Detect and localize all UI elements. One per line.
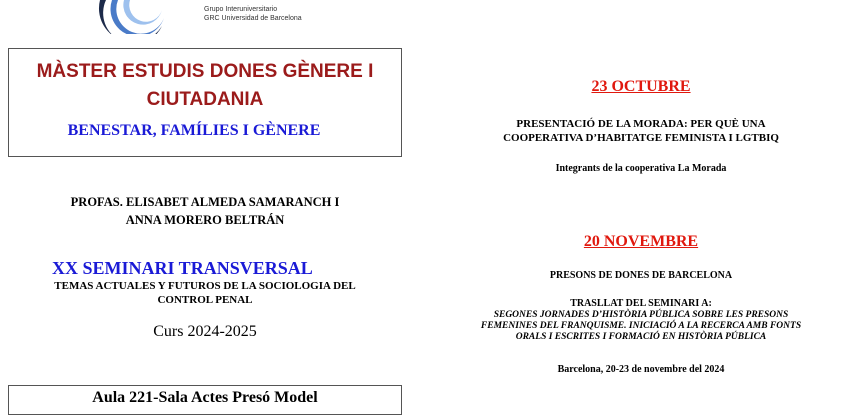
- session-transfer: TRASLLAT DEL SEMINARI A:: [570, 298, 712, 309]
- session-title-1: [440, 117, 842, 145]
- professors-line-1: PROFAS. ELISABET ALMEDA SAMARANCH I: [70, 195, 340, 209]
- master-subtitle: BENESTAR, FAMÍLIES I GÈNERE: [67, 122, 321, 139]
- master-title: [8, 58, 402, 114]
- logo-text: [204, 5, 302, 23]
- session-speaker-1: Integrants de la cooperativa La Morada: [555, 163, 727, 174]
- course-year: Curs 2024-2025: [153, 323, 257, 340]
- professors: [8, 193, 402, 229]
- seminar-title: XX SEMINARI TRANSVERSAL: [52, 258, 313, 278]
- location-text: Aula 221-Sala Actes Presó Model: [92, 389, 318, 406]
- session-date-1: 23 OCTUBRE: [591, 78, 691, 95]
- session-title-1-line-2: COOPERATIVA D’HABITATGE FEMINISTA I LGTBIQ: [503, 132, 779, 144]
- logo-line-2: GRC Universidad de Barcelona: [204, 15, 302, 22]
- jornades-line-3: ORALS I ESCRITES I FORMACIÓ EN HISTÒRIA PÚBLICA: [515, 332, 767, 342]
- session-title-2: PRESONS DE DONES DE BARCELONA: [549, 270, 733, 281]
- jornades-line-2: FEMENINES DEL FRANQUISME. INICIACIÓ A LA RECERCA AMB FONTS: [480, 321, 802, 331]
- session-jornades: [440, 310, 842, 343]
- master-title-line-2: CIUTADANIA: [146, 89, 264, 110]
- seminar-subtitle: [8, 279, 402, 307]
- master-title-line-1: MÀSTER ESTUDIS DONES GÈNERE I: [36, 61, 374, 82]
- session-title-1-line-1: PRESENTACIÓ DE LA MORADA: PER QUÈ UNA: [516, 118, 766, 130]
- session-date-2: 20 NOVEMBRE: [583, 233, 699, 250]
- jornades-line-1: SEGONES JORNADES D’HISTÒRIA PÚBLICA SOBRE LES PRESONS: [493, 310, 789, 320]
- seminar-subtitle-line-1: TEMAS ACTUALES Y FUTUROS DE LA SOCIOLOGIA DEL: [54, 280, 356, 292]
- seminar-subtitle-line-2: CONTROL PENAL: [157, 294, 253, 306]
- session-place-date: Barcelona, 20-23 de novembre del 2024: [557, 364, 725, 375]
- university-logo: [92, 0, 202, 34]
- professors-line-2: ANNA MORERO BELTRÁN: [125, 213, 285, 227]
- logo-line-1: Grupo Interuniversitario: [204, 6, 278, 13]
